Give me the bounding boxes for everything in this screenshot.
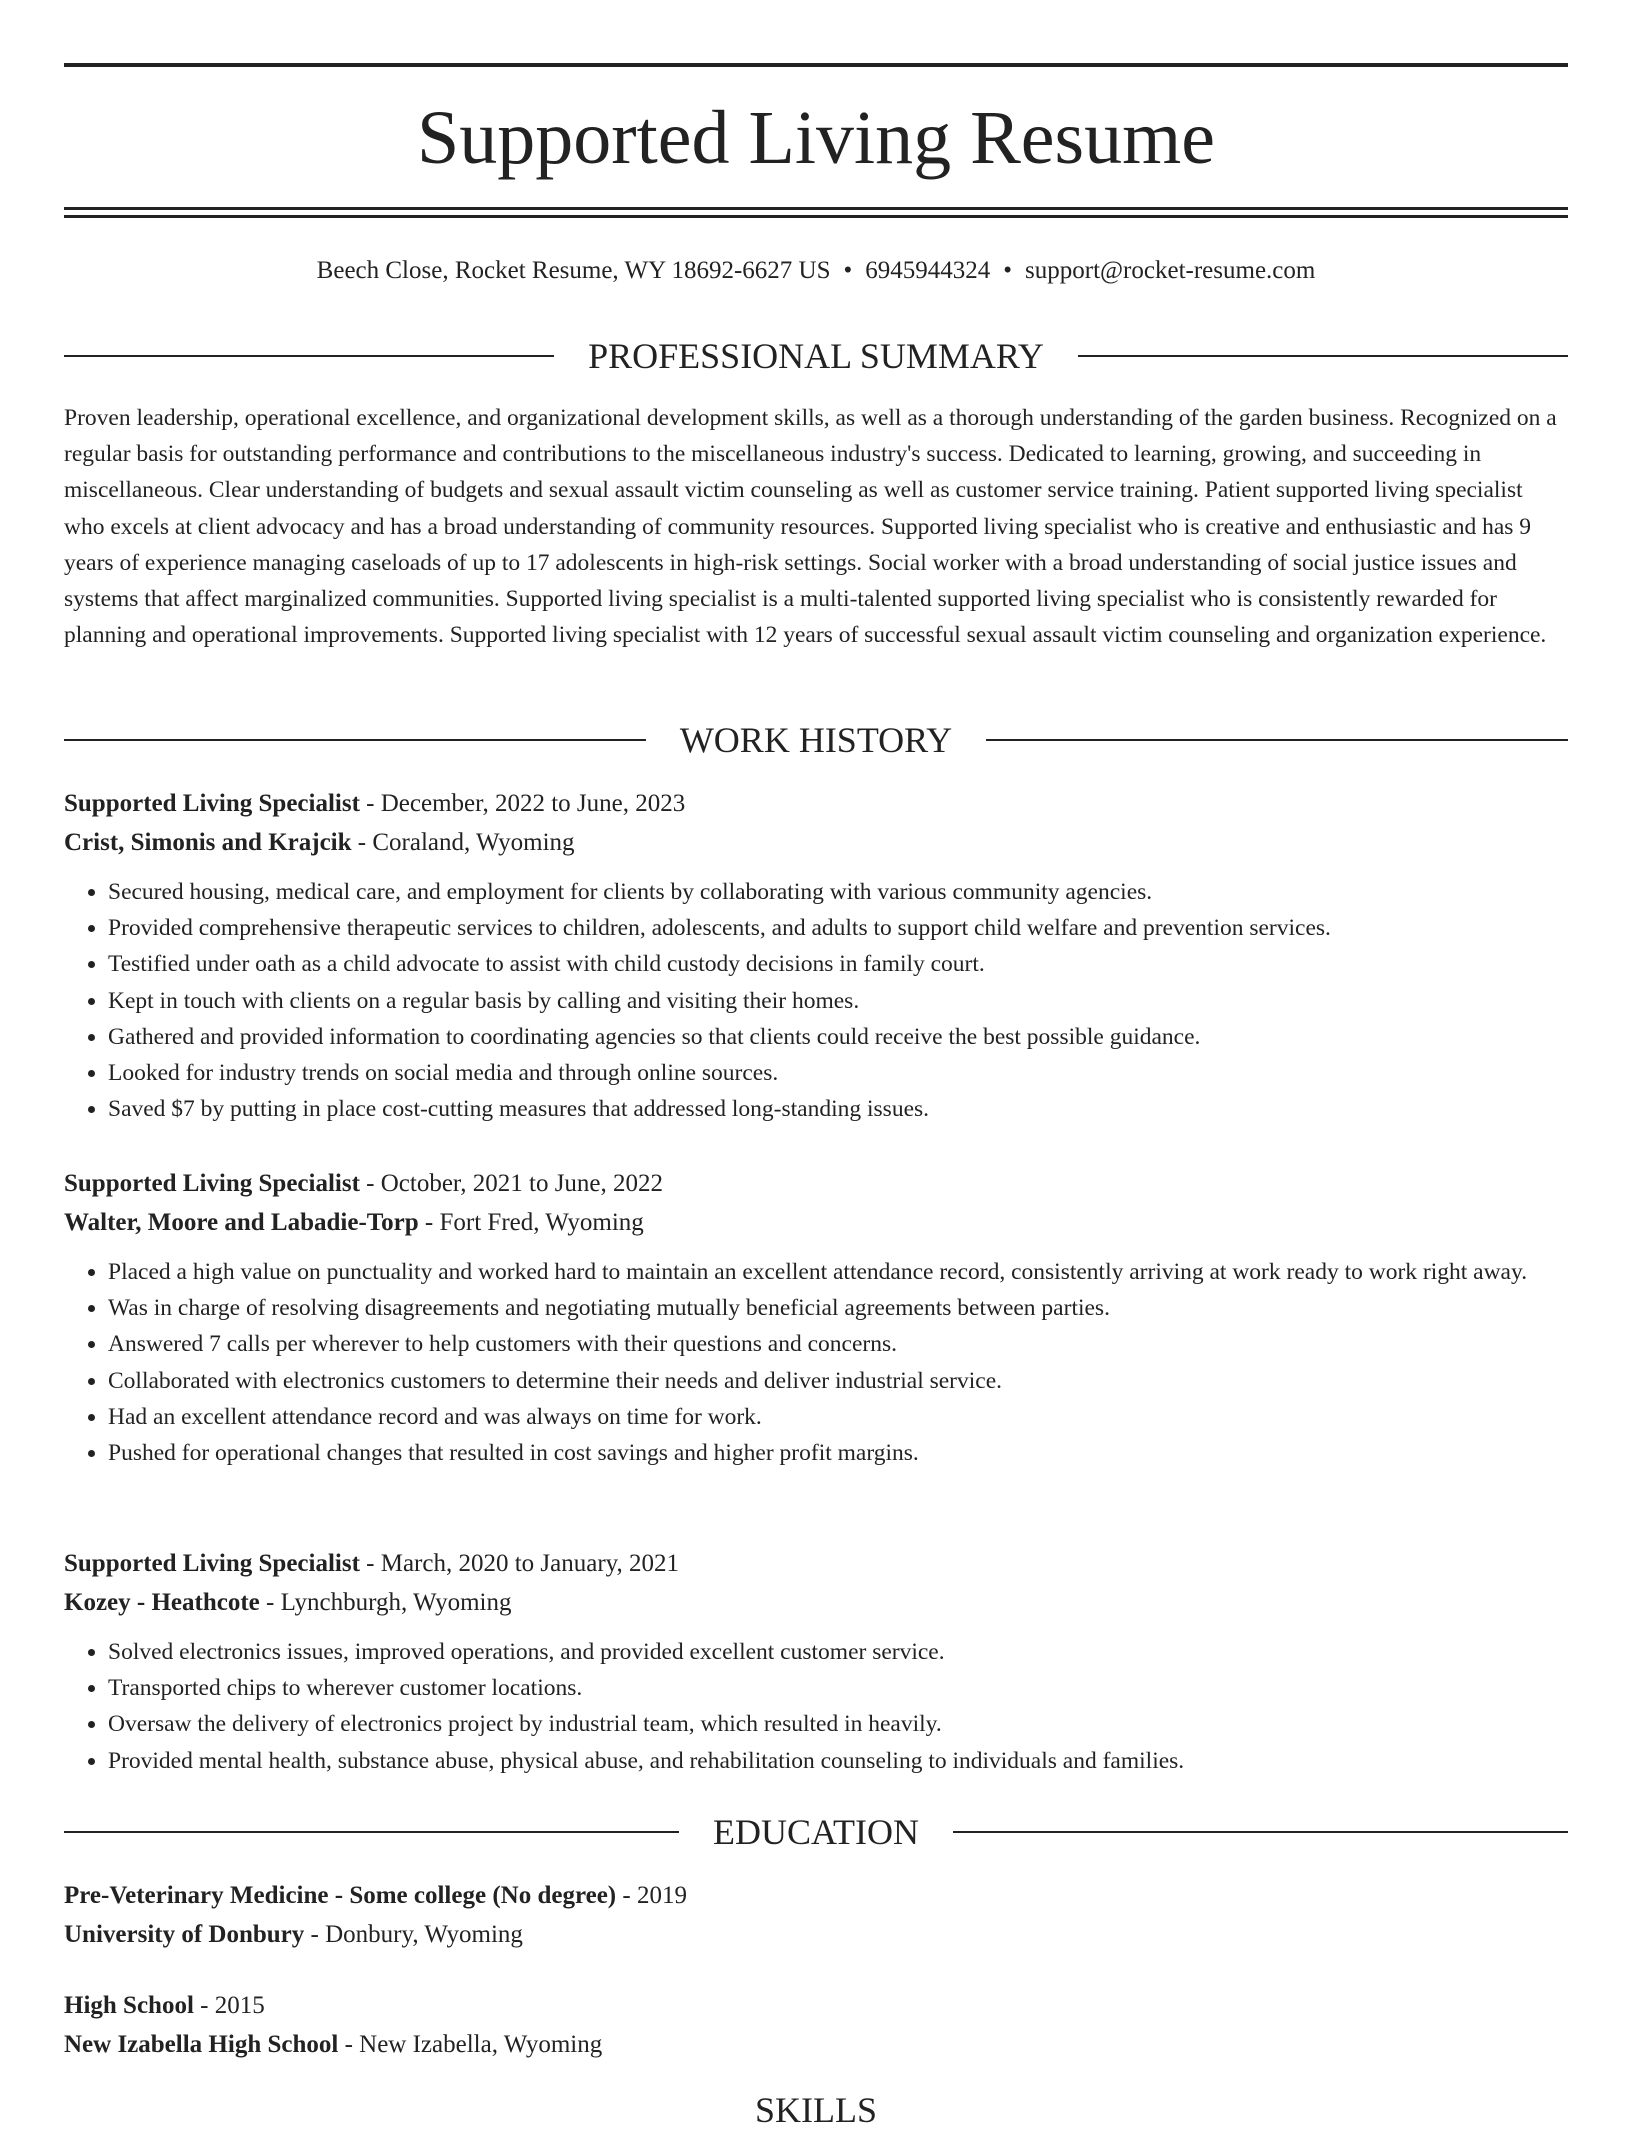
job-title-line — [64, 1164, 1568, 1203]
job-bullet: • Looked for industry trends on social media and through online sources. — [108, 1055, 1568, 1091]
education-school: University of Donbury — [64, 1921, 305, 1948]
job-company: Crist, Simonis and Krajcik — [64, 829, 352, 856]
job-entry — [64, 1164, 1568, 1471]
job-bullet: • Oversaw the delivery of electronics project by industrial team, which resulted in heavily. — [108, 1706, 1568, 1742]
job-company-line — [64, 823, 1568, 862]
education-school-line — [64, 2025, 1568, 2064]
section-header-skills — [64, 2088, 1568, 2132]
education-degree-line — [64, 1986, 1568, 2025]
job-bullet: • Placed a high value on punctuality and worked hard to maintain an excellent attendance record, consistently arriving at work ready to work right away. — [108, 1254, 1568, 1290]
job-role: Supported Living Specialist — [64, 790, 360, 817]
education-entry — [64, 1986, 1568, 2064]
education-location: - New Izabella, Wyoming — [338, 2031, 603, 2058]
job-location: - Lynchburgh, Wyoming — [259, 1589, 512, 1616]
job-company: Kozey - Heathcote — [64, 1589, 260, 1616]
education-location: - Donbury, Wyoming — [304, 1921, 523, 1948]
job-dates: - March, 2020 to January, 2021 — [359, 1550, 680, 1577]
job-bullet: • Secured housing, medical care, and employment for clients by collaborating with various community agencies. — [108, 874, 1568, 910]
job-company-line — [64, 1203, 1568, 1242]
job-bullet: • Kept in touch with clients on a regular basis by calling and visiting their homes. — [108, 983, 1568, 1019]
job-location: - Fort Fred, Wyoming — [418, 1209, 644, 1236]
job-bullet: • Provided comprehensive therapeutic services to children, adolescents, and adults to support child welfare and prevention services. — [108, 910, 1568, 946]
section-rule — [986, 739, 1568, 741]
job-bullet: • Testified under oath as a child advocate to assist with child custody decisions in family court. — [108, 946, 1568, 982]
job-bullet: • Saved $7 by putting in place cost-cutting measures that addressed long-standing issues. — [108, 1091, 1568, 1127]
job-bullet: • Answered 7 calls per wherever to help customers with their questions and concerns. — [108, 1326, 1568, 1362]
title-double-rule-lower — [64, 215, 1568, 218]
contact-line — [64, 254, 1568, 288]
job-company: Walter, Moore and Labadie-Torp — [64, 1209, 419, 1236]
job-entry — [64, 1544, 1568, 1779]
contact-email: support@rocket-resume.com — [1025, 257, 1316, 284]
job-bullet: • Solved electronics issues, improved operations, and provided excellent customer service. — [108, 1634, 1568, 1670]
contact-address: Beech Close, Rocket Resume, WY 18692-6627 US — [316, 257, 831, 284]
contact-separator: • — [843, 257, 853, 284]
section-header-work — [64, 718, 1568, 762]
title-double-rule-upper — [64, 207, 1568, 210]
job-bullets — [64, 874, 1568, 1127]
job-bullet: • Collaborated with electronics customers to determine their needs and deliver industrial service. — [108, 1363, 1568, 1399]
education-entry — [64, 1876, 1568, 1954]
job-bullet: • Provided mental health, substance abuse, physical abuse, and rehabilitation counseling to individuals and families. — [108, 1743, 1568, 1779]
page-title: Supported Living Resume — [417, 96, 1215, 180]
job-role: Supported Living Specialist — [64, 1170, 360, 1197]
job-dates: - October, 2021 to June, 2022 — [359, 1170, 664, 1197]
summary-paragraph: Proven leadership, operational excellence, and organizational development skills, as well as a thorough understanding of the garden business. Recognized on a regular basis for outstanding performance and contributions to the miscellaneous industry's success. Dedicated to learning, growing, and succeeding in miscellaneous. Clear understanding of budgets and sexual assault victim counseling as well as customer service training. Patient supported living specialist who excels at client advocacy and has a broad understanding of community resources. Supported living specialist who is creative and enthusiastic and has 9 years of experience managing caseloads of up to 17 adolescents in high-risk settings. Social worker with a broad understanding of social justice issues and systems that affect marginalized communities. Supported living specialist is a multi-talented supported living specialist who is consistently rewarded for planning and operational improvements. Supported living specialist with 12 years of successful sexual assault victim counseling and organization experience. — [64, 405, 1557, 649]
job-bullets — [64, 1254, 1568, 1471]
job-role: Supported Living Specialist — [64, 1550, 360, 1577]
section-rule — [953, 1831, 1568, 1833]
section-header-education — [64, 1810, 1568, 1854]
education-school-line — [64, 1915, 1568, 1954]
education-school: New Izabella High School — [64, 2031, 339, 2058]
section-title: SKILLS — [754, 2090, 877, 2130]
job-bullet: • Transported chips to wherever customer locations. — [108, 1670, 1568, 1706]
section-title: EDUCATION — [713, 1812, 919, 1852]
job-title-line — [64, 784, 1568, 823]
section-header-summary — [64, 334, 1568, 378]
job-entry — [64, 784, 1568, 1127]
contact-separator: • — [1003, 257, 1013, 284]
job-bullet: • Gathered and provided information to coordinating agencies so that clients could receive the best possible guidance. — [108, 1019, 1568, 1055]
education-degree: Pre-Veterinary Medicine - Some college (No degree) — [64, 1882, 617, 1909]
section-rule — [64, 1831, 679, 1833]
job-bullets — [64, 1634, 1568, 1779]
job-bullet: • Was in charge of resolving disagreements and negotiating mutually beneficial agreements between parties. — [108, 1290, 1568, 1326]
section-rule — [1078, 355, 1568, 357]
section-rule — [64, 355, 554, 357]
job-company-line — [64, 1583, 1568, 1622]
top-rule — [64, 63, 1568, 67]
education-degree: High School — [64, 1992, 194, 2019]
job-dates: - December, 2022 to June, 2023 — [359, 790, 686, 817]
section-title: PROFESSIONAL SUMMARY — [588, 336, 1044, 376]
section-rule — [64, 739, 646, 741]
job-bullet: • Had an excellent attendance record and was always on time for work. — [108, 1399, 1568, 1435]
education-year: - 2019 — [616, 1882, 687, 1909]
job-bullet: • Pushed for operational changes that resulted in cost savings and higher profit margins. — [108, 1435, 1568, 1471]
contact-phone: 6945944324 — [865, 257, 991, 284]
job-location: - Coraland, Wyoming — [351, 829, 575, 856]
education-year: - 2015 — [193, 1992, 265, 2019]
job-title-line — [64, 1544, 1568, 1583]
education-degree-line — [64, 1876, 1568, 1915]
section-title: WORK HISTORY — [679, 720, 953, 760]
